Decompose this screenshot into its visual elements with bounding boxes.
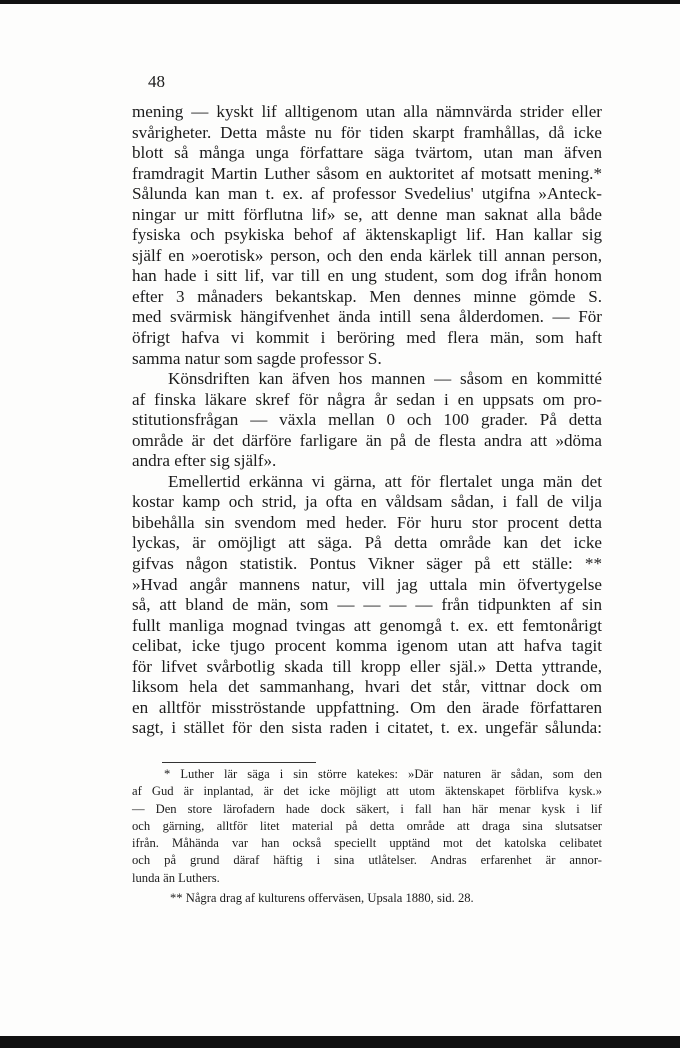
body-line: efter 3 månaders bekantskap. Men dennes minne gömde S.: [132, 286, 602, 306]
body-line: gifvas någon statistik. Pontus Vikner säger på ett ställe: **: [132, 554, 602, 574]
body-line: så, att bland de män, som — — — — från tidpunkten af sin: [132, 595, 602, 615]
scan-bottom-edge: [0, 1036, 680, 1048]
body-line: ningar ur mitt förflutna lif» se, att denne man saknat alla både: [132, 204, 602, 224]
body-line: lyckas, är omöjligt att säga. På detta område kan det icke: [132, 533, 602, 553]
body-line: af finska läkare skref för några år sedan i en uppsats om pro-: [132, 389, 602, 409]
footnote-line: — Den store lärofadern hade dock säkert, i fall han här menar kysk i lif: [132, 801, 602, 816]
footnote-line: ** Några drag af kulturens offerväsen, Upsala 1880, sid. 28.: [170, 890, 474, 905]
body-line: en alltför misströstande uppfattning. Om den ärade författaren: [132, 697, 602, 717]
body-line: Emellertid erkänna vi gärna, att för flertalet unga män det: [168, 471, 602, 491]
body-line: område är det därföre farligare än på de flesta andra att »döma: [132, 430, 602, 450]
footnote-rule: [162, 762, 316, 763]
body-line: öfrigt hafva vi kommit i beröring med flera män, som haft: [132, 328, 602, 348]
footnote-line: lunda än Luthers.: [132, 870, 220, 885]
body-line: blott så många unga författare säga tvärtom, utan man äfven: [132, 143, 602, 163]
body-line: andra efter sig själf».: [132, 451, 277, 471]
page-number: 48: [148, 72, 165, 91]
body-line: Sålunda kan man t. ex. af professor Svedelius' utgifna »Anteck-: [132, 184, 602, 204]
body-line: kostar kamp och strid, ja ofta en våldsam sådan, i fall de vilja: [132, 492, 602, 512]
body-line: framdragit Martin Luther såsom en auktoritet af motsatt mening.*: [132, 163, 602, 183]
footnote-line: * Luther lär säga i sin större katekes: »Där naturen är sådan, som den: [164, 767, 602, 781]
body-line: svårigheter. Detta måste nu för tiden skarpt framhållas, då icke: [132, 122, 602, 142]
body-line: för lifvet svårbotlig skada till kropp eller själ.» Detta yttrande,: [132, 656, 602, 676]
footnote-line: ifrån. Måhända var han också speciellt upptänd mot det katolska celibatet: [132, 836, 602, 850]
body-line: fysiska och psykiska behof af äktenskapligt lif. Han kallar sig: [132, 225, 602, 245]
body-line: samma natur som sagde professor S.: [132, 348, 382, 368]
body-line: sagt, i stället för den sista raden i citatet, t. ex. ungefär sålunda:: [132, 718, 602, 738]
footnote-line: och på grund däraf häftig i sina utlåtelser. Andras erfarenhet är annor-: [132, 853, 602, 868]
body-line: själf en »oerotisk» person, och den enda kärlek till annan person,: [132, 245, 602, 265]
body-line: liksom hela det sammanhang, hvari det står, vittnar dock om: [132, 677, 602, 697]
body-line: mening — kyskt lif alltigenom utan alla nämnvärda strider eller: [132, 102, 602, 121]
body-line: stitutionsfrågan — växla mellan 0 och 100 grader. På detta: [132, 410, 602, 430]
scan-top-edge: [0, 0, 680, 4]
body-line: med svärmisk hängifvenhet ända intill sena ålderdomen. — För: [132, 307, 602, 327]
footnote-line: och gärning, alltför litet material på detta område att draga sina slutsatser: [132, 818, 602, 833]
footnote-line: af Gud är inplantad, är det icke möjligt att utom äktenskapet förblifva kysk.»: [132, 784, 602, 799]
body-text: [132, 102, 602, 739]
body-line: fullt manliga mognad tvingas att genomgå t. ex. ett femtonårigt: [132, 615, 602, 635]
body-line: Könsdriften kan äfven hos mannen — såsom en kommitté: [168, 369, 602, 389]
footnotes: [132, 766, 602, 907]
body-line: han hade i sitt lif, var till en ung student, som dog ifrån honom: [132, 266, 602, 286]
body-line: bibehålla sin svendom med heder. För huru stor procent detta: [132, 512, 602, 532]
body-line: »Hvad angår mannens natur, vill jag uttala min öfvertygelse: [132, 574, 602, 594]
body-line: celibat, icke tjugo procent komma igenom utan att hafva tagit: [132, 636, 602, 656]
